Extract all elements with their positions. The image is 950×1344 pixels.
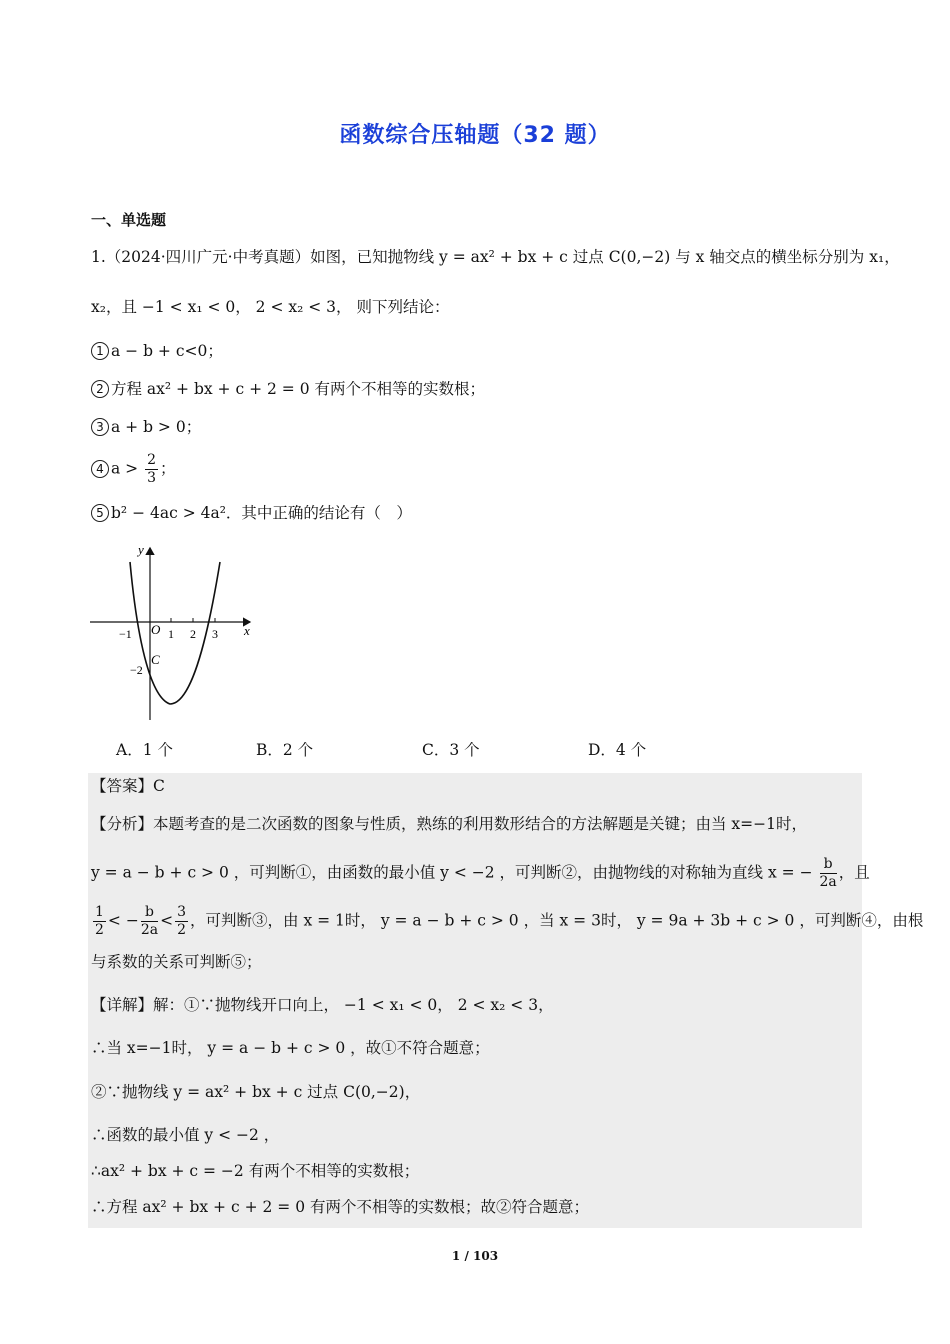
- option-c[interactable]: C．3 个: [422, 741, 480, 759]
- y-label: y: [138, 542, 144, 557]
- tick-neg2: −2: [130, 663, 143, 677]
- detail-line-4: ∴函数的最小值 y < −2 ，: [91, 1126, 280, 1144]
- tick-neg1: −1: [119, 627, 132, 641]
- analysis-line-1: 【分析】本题考查的是二次函数的图象与性质，熟练的利用数形结合的方法解题是关键；由当 x=−1时，: [91, 815, 808, 833]
- circled-number: 1: [91, 342, 109, 360]
- statement-text: a − b + c<0；: [111, 342, 223, 360]
- detail-line-3: ②∵抛物线 y = ax² + bx + c 过点 C(0,−2)，: [91, 1083, 421, 1101]
- analysis-line-3: $\frac{1}{2}$ < − $\frac{b}{2a}$ < $\frac{3}{2}$ ，可判断③，由 x = 1时， y = a − b + c > 0 ，当 x = 3时， y = 9a + 3b + c > 0 ，可判断④，由根: [95, 904, 924, 938]
- circled-number: 3: [91, 418, 109, 436]
- point-c-label: C: [151, 652, 160, 667]
- detail-line-5: ∴ax² + bx + c = −2 有两个不相等的实数根；: [91, 1162, 420, 1180]
- fraction: $\frac{1}{2}$: [95, 904, 104, 938]
- statement-text: a + b > 0；: [111, 418, 202, 436]
- question-line-1: 1.（2024·四川广元·中考真题）如图，已知抛物线 y = ax² + bx + c 过点 C(0,−2) 与 x 轴交点的横坐标分别为 x₁，: [91, 248, 900, 266]
- parabola-graph: [86, 538, 266, 724]
- circled-number: 2: [91, 380, 109, 398]
- statement-4: 4 a > $\frac{2}{3}$ ；: [91, 452, 176, 487]
- parabola-curve: [130, 562, 220, 704]
- fraction: $\frac{b}{2a}$: [819, 856, 837, 890]
- option-b[interactable]: B．2 个: [256, 741, 314, 759]
- x-label: x: [244, 623, 250, 638]
- fraction: $\frac{b}{2a}$: [140, 904, 159, 938]
- statement-2: [91, 378, 485, 400]
- tick-2: 2: [190, 627, 196, 641]
- detail-line-6: ∴方程 ax² + bx + c + 2 = 0 有两个不相等的实数根；故②符合题意；: [91, 1198, 589, 1216]
- section-heading: 一、单选题: [91, 211, 167, 229]
- statement-text: a >: [111, 459, 139, 478]
- origin-label: O: [151, 622, 161, 637]
- tick-1: 1: [168, 627, 174, 641]
- circled-number: 5: [91, 504, 109, 522]
- option-d[interactable]: D．4 个: [588, 741, 647, 759]
- tick-3: 3: [212, 627, 218, 641]
- fraction: $\frac{2}{3}$: [147, 452, 157, 486]
- analysis-line-4: 与系数的关系可判断⑤；: [91, 953, 262, 971]
- fraction: $\frac{3}{2}$: [177, 904, 187, 938]
- statement-3: [91, 416, 201, 438]
- question-line-2: x₂，且 −1 < x₁ < 0， 2 < x₂ < 3， 则下列结论：: [91, 298, 450, 316]
- option-a[interactable]: A．1 个: [116, 741, 173, 759]
- statement-text: b² − 4ac > 4a²．其中正确的结论有（ ）: [111, 504, 412, 522]
- statement-1: [91, 340, 223, 362]
- detail-line-2: ∴当 x=−1时， y = a − b + c > 0 ，故①不符合题意；: [91, 1039, 490, 1057]
- statement-text: 方程 ax² + bx + c + 2 = 0 有两个不相等的实数根；: [111, 380, 485, 398]
- circled-number: 4: [91, 460, 109, 478]
- page-title: 函数综合压轴题（32 题）: [339, 123, 611, 148]
- page-number: 1 / 103: [451, 1249, 499, 1263]
- statement-5: [91, 502, 412, 524]
- detail-line-1: 【详解】解：①∵抛物线开口向上， −1 < x₁ < 0， 2 < x₂ < 3，: [91, 996, 554, 1014]
- answer-label: 【答案】C: [91, 777, 165, 795]
- analysis-line-2: y = a − b + c > 0 ，可判断①，由函数的最小值 y < −2 ，可判断②，由抛物线的对称轴为直线 x = − $\frac{b}{2a}$ ，且: [91, 856, 870, 890]
